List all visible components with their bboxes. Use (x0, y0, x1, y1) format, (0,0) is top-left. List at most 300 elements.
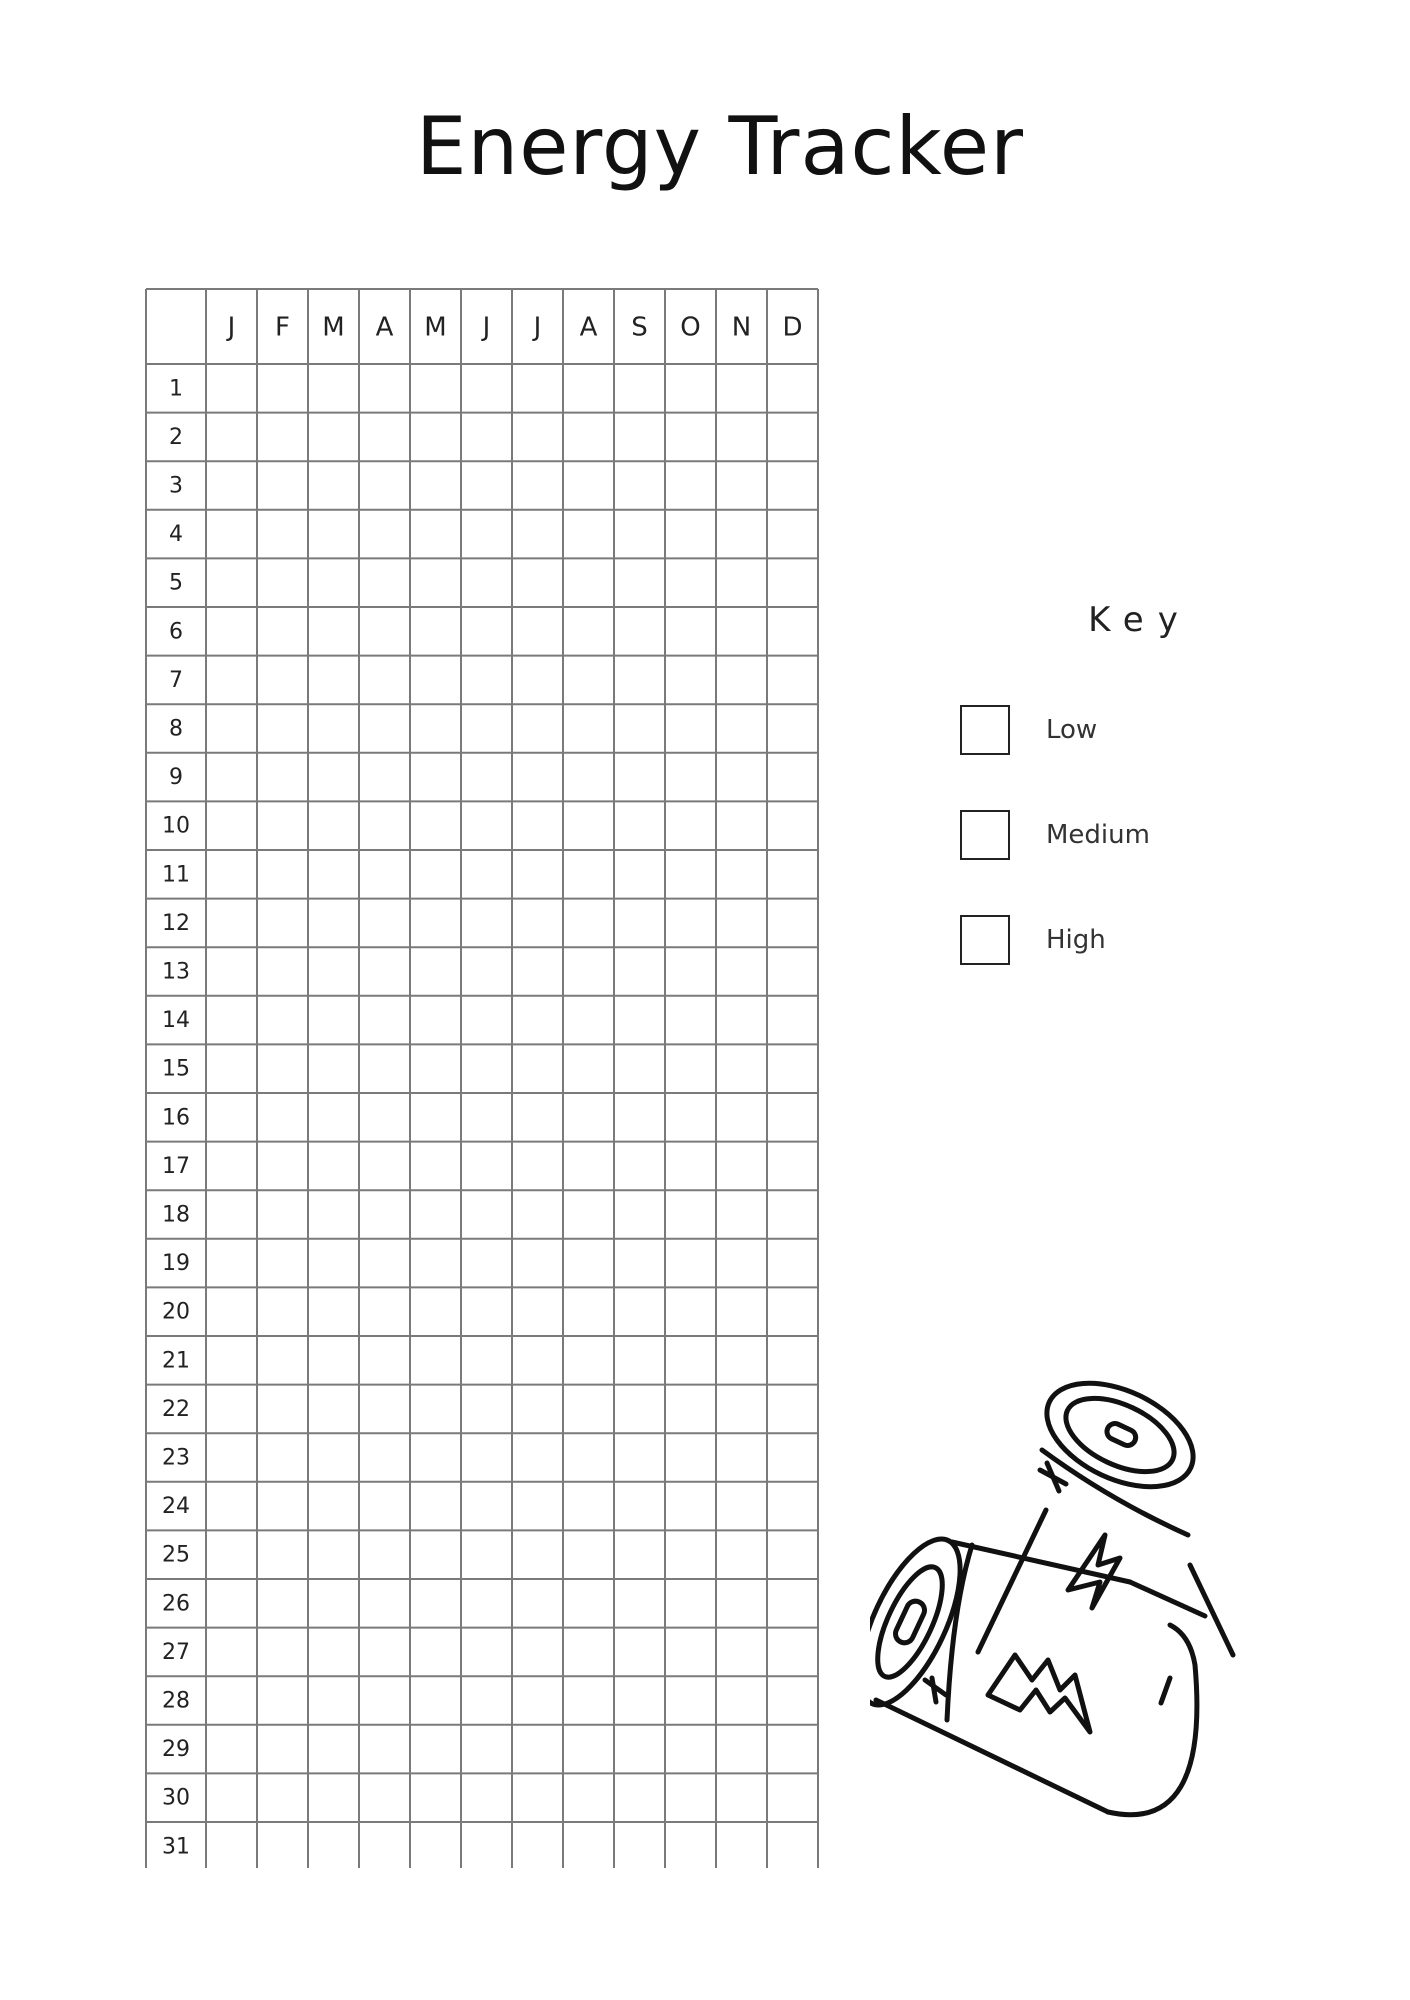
tracker-cell[interactable] (411, 365, 460, 412)
tracker-cell[interactable] (615, 1045, 664, 1092)
tracker-cell[interactable] (513, 754, 562, 801)
tracker-cell[interactable] (207, 1629, 256, 1676)
tracker-cell[interactable] (768, 1094, 817, 1141)
tracker-cell[interactable] (207, 657, 256, 704)
tracker-cell[interactable] (615, 1677, 664, 1724)
tracker-cell[interactable] (207, 1823, 256, 1868)
tracker-cell[interactable] (717, 1386, 766, 1433)
tracker-cell[interactable] (615, 802, 664, 849)
tracker-cell[interactable] (411, 1288, 460, 1335)
tracker-cell[interactable] (666, 1580, 715, 1627)
tracker-cell[interactable] (462, 414, 511, 461)
tracker-cell[interactable] (768, 851, 817, 898)
tracker-cell[interactable] (258, 1143, 307, 1190)
tracker-cell[interactable] (666, 1288, 715, 1335)
tracker-cell[interactable] (615, 365, 664, 412)
tracker-cell[interactable] (462, 657, 511, 704)
tracker-cell[interactable] (411, 1726, 460, 1773)
tracker-cell[interactable] (717, 1483, 766, 1530)
tracker-cell[interactable] (564, 1531, 613, 1578)
tracker-cell[interactable] (717, 1434, 766, 1481)
tracker-cell[interactable] (462, 608, 511, 655)
tracker-cell[interactable] (360, 414, 409, 461)
tracker-cell[interactable] (258, 1288, 307, 1335)
tracker-cell[interactable] (564, 997, 613, 1044)
tracker-cell[interactable] (666, 705, 715, 752)
tracker-cell[interactable] (411, 1240, 460, 1287)
tracker-cell[interactable] (768, 1240, 817, 1287)
tracker-cell[interactable] (360, 1143, 409, 1190)
tracker-cell[interactable] (513, 997, 562, 1044)
tracker-cell[interactable] (513, 1143, 562, 1190)
tracker-cell[interactable] (309, 1288, 358, 1335)
tracker-cell[interactable] (462, 1774, 511, 1821)
tracker-cell[interactable] (309, 1531, 358, 1578)
tracker-cell[interactable] (207, 1288, 256, 1335)
tracker-cell[interactable] (207, 559, 256, 606)
tracker-cell[interactable] (360, 1677, 409, 1724)
tracker-cell[interactable] (258, 657, 307, 704)
tracker-cell[interactable] (309, 657, 358, 704)
tracker-cell[interactable] (360, 1386, 409, 1433)
tracker-cell[interactable] (360, 365, 409, 412)
tracker-cell[interactable] (615, 1240, 664, 1287)
tracker-cell[interactable] (258, 1726, 307, 1773)
tracker-cell[interactable] (462, 1288, 511, 1335)
tracker-cell[interactable] (207, 754, 256, 801)
tracker-cell[interactable] (513, 1240, 562, 1287)
tracker-cell[interactable] (462, 1337, 511, 1384)
tracker-cell[interactable] (360, 1288, 409, 1335)
tracker-cell[interactable] (564, 1580, 613, 1627)
tracker-cell[interactable] (717, 705, 766, 752)
tracker-cell[interactable] (564, 1288, 613, 1335)
tracker-cell[interactable] (258, 414, 307, 461)
tracker-cell[interactable] (411, 1337, 460, 1384)
tracker-cell[interactable] (615, 754, 664, 801)
tracker-cell[interactable] (462, 1629, 511, 1676)
tracker-cell[interactable] (360, 1726, 409, 1773)
tracker-cell[interactable] (717, 1094, 766, 1141)
tracker-cell[interactable] (717, 608, 766, 655)
tracker-cell[interactable] (309, 948, 358, 995)
tracker-cell[interactable] (615, 948, 664, 995)
tracker-cell[interactable] (258, 511, 307, 558)
tracker-cell[interactable] (462, 1191, 511, 1238)
tracker-cell[interactable] (564, 1483, 613, 1530)
tracker-cell[interactable] (768, 1677, 817, 1724)
tracker-cell[interactable] (564, 608, 613, 655)
tracker-cell[interactable] (258, 1629, 307, 1676)
tracker-cell[interactable] (309, 511, 358, 558)
tracker-cell[interactable] (615, 1094, 664, 1141)
tracker-cell[interactable] (666, 997, 715, 1044)
tracker-cell[interactable] (207, 997, 256, 1044)
tracker-cell[interactable] (717, 1677, 766, 1724)
tracker-cell[interactable] (768, 948, 817, 995)
tracker-cell[interactable] (207, 1434, 256, 1481)
tracker-cell[interactable] (411, 1483, 460, 1530)
tracker-cell[interactable] (462, 1531, 511, 1578)
tracker-cell[interactable] (513, 705, 562, 752)
tracker-cell[interactable] (462, 1823, 511, 1868)
tracker-cell[interactable] (309, 1191, 358, 1238)
tracker-cell[interactable] (258, 948, 307, 995)
tracker-cell[interactable] (360, 1434, 409, 1481)
tracker-cell[interactable] (411, 1629, 460, 1676)
tracker-cell[interactable] (615, 1823, 664, 1868)
tracker-cell[interactable] (717, 802, 766, 849)
tracker-cell[interactable] (309, 414, 358, 461)
tracker-cell[interactable] (666, 462, 715, 509)
tracker-cell[interactable] (360, 705, 409, 752)
tracker-cell[interactable] (360, 1045, 409, 1092)
tracker-cell[interactable] (615, 414, 664, 461)
tracker-cell[interactable] (462, 1240, 511, 1287)
tracker-cell[interactable] (768, 1337, 817, 1384)
tracker-cell[interactable] (309, 1774, 358, 1821)
tracker-cell[interactable] (666, 1191, 715, 1238)
tracker-cell[interactable] (360, 948, 409, 995)
tracker-cell[interactable] (360, 1823, 409, 1868)
tracker-cell[interactable] (615, 1629, 664, 1676)
tracker-cell[interactable] (717, 462, 766, 509)
tracker-cell[interactable] (717, 1143, 766, 1190)
tracker-cell[interactable] (462, 705, 511, 752)
tracker-cell[interactable] (717, 1629, 766, 1676)
tracker-cell[interactable] (258, 705, 307, 752)
tracker-cell[interactable] (462, 1094, 511, 1141)
tracker-cell[interactable] (666, 608, 715, 655)
tracker-cell[interactable] (513, 1774, 562, 1821)
tracker-cell[interactable] (411, 754, 460, 801)
tracker-cell[interactable] (717, 1580, 766, 1627)
tracker-cell[interactable] (258, 1823, 307, 1868)
tracker-cell[interactable] (615, 1483, 664, 1530)
tracker-cell[interactable] (717, 1288, 766, 1335)
tracker-cell[interactable] (258, 559, 307, 606)
tracker-cell[interactable] (207, 851, 256, 898)
tracker-cell[interactable] (513, 657, 562, 704)
tracker-cell[interactable] (666, 948, 715, 995)
tracker-cell[interactable] (207, 948, 256, 995)
tracker-cell[interactable] (411, 851, 460, 898)
tracker-cell[interactable] (411, 608, 460, 655)
tracker-cell[interactable] (207, 1240, 256, 1287)
tracker-cell[interactable] (513, 1726, 562, 1773)
tracker-cell[interactable] (258, 1337, 307, 1384)
tracker-cell[interactable] (615, 1531, 664, 1578)
tracker-cell[interactable] (717, 754, 766, 801)
tracker-cell[interactable] (411, 511, 460, 558)
tracker-cell[interactable] (411, 900, 460, 947)
tracker-cell[interactable] (768, 1580, 817, 1627)
tracker-cell[interactable] (666, 1823, 715, 1868)
tracker-cell[interactable] (513, 1629, 562, 1676)
tracker-cell[interactable] (564, 462, 613, 509)
tracker-cell[interactable] (666, 1726, 715, 1773)
tracker-cell[interactable] (360, 997, 409, 1044)
tracker-cell[interactable] (411, 1823, 460, 1868)
tracker-cell[interactable] (309, 1677, 358, 1724)
tracker-cell[interactable] (207, 1726, 256, 1773)
tracker-cell[interactable] (513, 608, 562, 655)
tracker-cell[interactable] (207, 1143, 256, 1190)
tracker-cell[interactable] (666, 900, 715, 947)
tracker-cell[interactable] (258, 365, 307, 412)
tracker-cell[interactable] (564, 1240, 613, 1287)
tracker-cell[interactable] (513, 462, 562, 509)
tracker-cell[interactable] (207, 1386, 256, 1433)
tracker-cell[interactable] (513, 1823, 562, 1868)
tracker-cell[interactable] (360, 1774, 409, 1821)
tracker-cell[interactable] (666, 1094, 715, 1141)
tracker-cell[interactable] (258, 900, 307, 947)
tracker-cell[interactable] (666, 511, 715, 558)
tracker-cell[interactable] (666, 365, 715, 412)
tracker-cell[interactable] (666, 802, 715, 849)
tracker-cell[interactable] (258, 1045, 307, 1092)
tracker-cell[interactable] (717, 1823, 766, 1868)
tracker-cell[interactable] (360, 1191, 409, 1238)
tracker-cell[interactable] (207, 802, 256, 849)
tracker-cell[interactable] (513, 948, 562, 995)
tracker-cell[interactable] (207, 1483, 256, 1530)
tracker-cell[interactable] (768, 559, 817, 606)
tracker-cell[interactable] (768, 462, 817, 509)
tracker-cell[interactable] (360, 851, 409, 898)
tracker-cell[interactable] (309, 705, 358, 752)
tracker-cell[interactable] (564, 1386, 613, 1433)
tracker-cell[interactable] (768, 1823, 817, 1868)
tracker-cell[interactable] (513, 1386, 562, 1433)
tracker-cell[interactable] (564, 1337, 613, 1384)
tracker-cell[interactable] (717, 1045, 766, 1092)
tracker-cell[interactable] (513, 1677, 562, 1724)
tracker-cell[interactable] (564, 365, 613, 412)
tracker-cell[interactable] (309, 1143, 358, 1190)
tracker-cell[interactable] (768, 1191, 817, 1238)
tracker-cell[interactable] (615, 705, 664, 752)
tracker-cell[interactable] (360, 462, 409, 509)
tracker-cell[interactable] (768, 1288, 817, 1335)
tracker-cell[interactable] (360, 1531, 409, 1578)
tracker-cell[interactable] (411, 1191, 460, 1238)
tracker-cell[interactable] (768, 754, 817, 801)
tracker-cell[interactable] (666, 1386, 715, 1433)
tracker-cell[interactable] (615, 997, 664, 1044)
tracker-cell[interactable] (462, 851, 511, 898)
tracker-cell[interactable] (360, 511, 409, 558)
tracker-cell[interactable] (564, 511, 613, 558)
tracker-cell[interactable] (258, 1531, 307, 1578)
tracker-cell[interactable] (462, 1386, 511, 1433)
tracker-cell[interactable] (411, 1143, 460, 1190)
tracker-cell[interactable] (309, 1045, 358, 1092)
tracker-cell[interactable] (615, 1774, 664, 1821)
tracker-cell[interactable] (666, 1434, 715, 1481)
tracker-cell[interactable] (513, 1434, 562, 1481)
tracker-cell[interactable] (309, 1726, 358, 1773)
tracker-cell[interactable] (309, 802, 358, 849)
tracker-cell[interactable] (309, 1580, 358, 1627)
tracker-cell[interactable] (360, 1337, 409, 1384)
tracker-cell[interactable] (207, 462, 256, 509)
tracker-cell[interactable] (564, 1143, 613, 1190)
tracker-cell[interactable] (513, 1337, 562, 1384)
tracker-cell[interactable] (768, 365, 817, 412)
tracker-cell[interactable] (360, 1094, 409, 1141)
tracker-cell[interactable] (258, 997, 307, 1044)
tracker-cell[interactable] (258, 608, 307, 655)
tracker-cell[interactable] (564, 1823, 613, 1868)
tracker-cell[interactable] (615, 511, 664, 558)
key-medium-box[interactable] (960, 810, 1010, 860)
tracker-cell[interactable] (666, 1337, 715, 1384)
tracker-cell[interactable] (309, 1240, 358, 1287)
tracker-cell[interactable] (615, 1191, 664, 1238)
tracker-cell[interactable] (564, 851, 613, 898)
tracker-cell[interactable] (564, 948, 613, 995)
tracker-cell[interactable] (666, 1677, 715, 1724)
tracker-cell[interactable] (615, 851, 664, 898)
tracker-cell[interactable] (411, 1580, 460, 1627)
tracker-cell[interactable] (768, 511, 817, 558)
tracker-cell[interactable] (513, 1531, 562, 1578)
tracker-cell[interactable] (513, 1580, 562, 1627)
tracker-cell[interactable] (309, 462, 358, 509)
tracker-cell[interactable] (666, 1045, 715, 1092)
tracker-cell[interactable] (258, 1774, 307, 1821)
tracker-cell[interactable] (462, 1143, 511, 1190)
tracker-cell[interactable] (717, 365, 766, 412)
tracker-cell[interactable] (615, 608, 664, 655)
tracker-cell[interactable] (513, 1191, 562, 1238)
tracker-cell[interactable] (360, 1580, 409, 1627)
tracker-cell[interactable] (513, 1094, 562, 1141)
tracker-cell[interactable] (717, 851, 766, 898)
tracker-cell[interactable] (717, 1191, 766, 1238)
tracker-cell[interactable] (462, 1726, 511, 1773)
tracker-cell[interactable] (615, 1726, 664, 1773)
tracker-cell[interactable] (207, 1580, 256, 1627)
tracker-cell[interactable] (309, 1483, 358, 1530)
tracker-cell[interactable] (564, 1045, 613, 1092)
tracker-cell[interactable] (615, 1434, 664, 1481)
tracker-cell[interactable] (615, 1288, 664, 1335)
tracker-cell[interactable] (717, 997, 766, 1044)
tracker-cell[interactable] (615, 900, 664, 947)
tracker-cell[interactable] (462, 1483, 511, 1530)
tracker-cell[interactable] (258, 1386, 307, 1433)
tracker-cell[interactable] (666, 1774, 715, 1821)
tracker-cell[interactable] (309, 754, 358, 801)
tracker-cell[interactable] (564, 754, 613, 801)
tracker-cell[interactable] (768, 900, 817, 947)
tracker-cell[interactable] (360, 657, 409, 704)
tracker-cell[interactable] (309, 559, 358, 606)
tracker-cell[interactable] (462, 559, 511, 606)
tracker-cell[interactable] (768, 997, 817, 1044)
tracker-cell[interactable] (666, 657, 715, 704)
tracker-cell[interactable] (462, 1045, 511, 1092)
tracker-cell[interactable] (564, 657, 613, 704)
tracker-cell[interactable] (564, 1726, 613, 1773)
tracker-cell[interactable] (258, 1483, 307, 1530)
tracker-cell[interactable] (411, 997, 460, 1044)
tracker-cell[interactable] (513, 414, 562, 461)
tracker-cell[interactable] (768, 1045, 817, 1092)
tracker-cell[interactable] (207, 1677, 256, 1724)
tracker-cell[interactable] (258, 1094, 307, 1141)
tracker-cell[interactable] (615, 462, 664, 509)
tracker-cell[interactable] (717, 948, 766, 995)
tracker-cell[interactable] (564, 1629, 613, 1676)
tracker-cell[interactable] (411, 1045, 460, 1092)
tracker-cell[interactable] (513, 1483, 562, 1530)
tracker-cell[interactable] (462, 1434, 511, 1481)
tracker-cell[interactable] (768, 1726, 817, 1773)
tracker-cell[interactable] (309, 1434, 358, 1481)
tracker-cell[interactable] (411, 1774, 460, 1821)
tracker-cell[interactable] (717, 1726, 766, 1773)
tracker-cell[interactable] (717, 657, 766, 704)
tracker-cell[interactable] (258, 754, 307, 801)
tracker-cell[interactable] (513, 900, 562, 947)
tracker-cell[interactable] (411, 1434, 460, 1481)
tracker-cell[interactable] (258, 1677, 307, 1724)
tracker-cell[interactable] (360, 1483, 409, 1530)
tracker-cell[interactable] (513, 802, 562, 849)
tracker-cell[interactable] (768, 1629, 817, 1676)
tracker-cell[interactable] (462, 1580, 511, 1627)
tracker-cell[interactable] (513, 511, 562, 558)
tracker-cell[interactable] (564, 1434, 613, 1481)
tracker-cell[interactable] (360, 754, 409, 801)
tracker-cell[interactable] (615, 1337, 664, 1384)
tracker-cell[interactable] (513, 1045, 562, 1092)
tracker-cell[interactable] (564, 900, 613, 947)
tracker-cell[interactable] (462, 802, 511, 849)
tracker-cell[interactable] (309, 851, 358, 898)
tracker-cell[interactable] (564, 559, 613, 606)
tracker-cell[interactable] (411, 1531, 460, 1578)
tracker-cell[interactable] (564, 1774, 613, 1821)
tracker-cell[interactable] (717, 511, 766, 558)
tracker-cell[interactable] (768, 1483, 817, 1530)
tracker-cell[interactable] (207, 1531, 256, 1578)
tracker-cell[interactable] (258, 802, 307, 849)
tracker-cell[interactable] (462, 948, 511, 995)
tracker-cell[interactable] (258, 462, 307, 509)
tracker-cell[interactable] (309, 1629, 358, 1676)
tracker-cell[interactable] (666, 559, 715, 606)
tracker-cell[interactable] (309, 1094, 358, 1141)
tracker-cell[interactable] (666, 1629, 715, 1676)
tracker-cell[interactable] (411, 705, 460, 752)
tracker-cell[interactable] (207, 365, 256, 412)
tracker-cell[interactable] (666, 754, 715, 801)
tracker-cell[interactable] (462, 1677, 511, 1724)
tracker-cell[interactable] (360, 900, 409, 947)
tracker-cell[interactable] (768, 802, 817, 849)
tracker-cell[interactable] (258, 1240, 307, 1287)
tracker-cell[interactable] (513, 559, 562, 606)
key-high-box[interactable] (960, 915, 1010, 965)
tracker-cell[interactable] (666, 1483, 715, 1530)
tracker-cell[interactable] (258, 1434, 307, 1481)
tracker-cell[interactable] (564, 802, 613, 849)
